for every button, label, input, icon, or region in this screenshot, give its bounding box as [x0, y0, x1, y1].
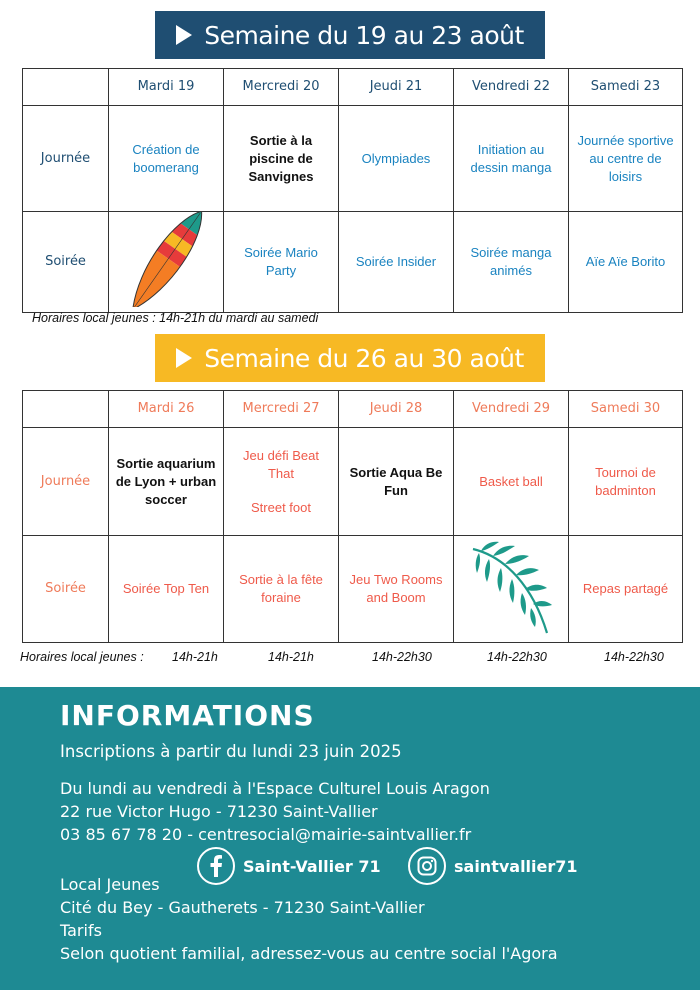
- activity-cell: [224, 428, 339, 536]
- day-header: Mercredi 27: [224, 391, 339, 428]
- activity-cell: Sortie à la piscine de Sanvignes: [224, 106, 339, 212]
- day-header: Samedi 30: [569, 391, 683, 428]
- palm-leaf-cell: [454, 536, 569, 643]
- activity-cell: Tournoi de badminton: [569, 428, 683, 536]
- hours-value: 14h-22h30: [372, 650, 432, 664]
- instagram-link[interactable]: [408, 847, 578, 885]
- activity-text: Street foot: [251, 499, 311, 515]
- venue-text: Du lundi au vendredi à l'Espace Culturel Louis Aragon: [60, 779, 490, 798]
- activity-text: Jeu défi Beat That: [243, 447, 319, 481]
- surfboard-cell: [109, 212, 224, 313]
- info-title: INFORMATIONS: [60, 699, 315, 732]
- day-header: Mardi 19: [109, 69, 224, 106]
- contact-text: 03 85 67 78 20 - centresocial@mairie-saintvallier.fr: [60, 825, 472, 844]
- week2-banner: [155, 334, 545, 382]
- week2-schedule-table: [22, 390, 683, 643]
- play-arrow-icon: [176, 348, 192, 368]
- local-jeunes-title: Local Jeunes: [60, 875, 160, 894]
- activity-cell: Sortie à la fête foraine: [224, 536, 339, 643]
- local-jeunes-address: Cité du Bey - Gautherets - 71230 Saint-Vallier: [60, 898, 425, 917]
- week1-hours-note: Horaires local jeunes : 14h-21h du mardi au samedi: [32, 311, 319, 325]
- hours-value: 14h-21h: [268, 650, 314, 664]
- palm-leaf-icon: [461, 537, 561, 637]
- facebook-link[interactable]: [197, 847, 381, 885]
- row-label-journee: Journée: [23, 428, 109, 536]
- activity-cell: Aïe Aïe Borito: [569, 212, 683, 313]
- hours-value: 14h-21h: [172, 650, 218, 664]
- week1-banner-text: Semaine du 19 au 23 août: [204, 20, 524, 50]
- day-header: Samedi 23: [569, 69, 683, 106]
- facebook-icon: [197, 847, 235, 885]
- week1-schedule-table: [22, 68, 683, 313]
- activity-cell: Sortie Aqua Be Fun: [339, 428, 454, 536]
- week1-banner: [155, 11, 545, 59]
- instagram-icon: [408, 847, 446, 885]
- activity-cell: Initiation au dessin manga: [454, 106, 569, 212]
- hours-value: 14h-22h30: [487, 650, 547, 664]
- corner-cell: [23, 69, 109, 106]
- instagram-handle: saintvallier71: [454, 856, 578, 876]
- hours-value: 14h-22h30: [604, 650, 664, 664]
- activity-cell: Soirée Mario Party: [224, 212, 339, 313]
- tarifs-text: Selon quotient familial, adressez-vous au centre social l'Agora: [60, 944, 558, 963]
- day-header: Jeudi 21: [339, 69, 454, 106]
- day-header: Jeudi 28: [339, 391, 454, 428]
- activity-cell: Basket ball: [454, 428, 569, 536]
- address-text: 22 rue Victor Hugo - 71230 Saint-Vallier: [60, 802, 378, 821]
- day-header: Vendredi 29: [454, 391, 569, 428]
- activity-cell: Soirée manga animés: [454, 212, 569, 313]
- corner-cell: [23, 391, 109, 428]
- day-header: Mardi 26: [109, 391, 224, 428]
- inscriptions-text: Inscriptions à partir du lundi 23 juin 2025: [60, 742, 402, 761]
- activity-cell: Soirée Top Ten: [109, 536, 224, 643]
- surfboard-icon: [116, 212, 216, 307]
- row-label-soiree: Soirée: [23, 212, 109, 313]
- activity-cell: Olympiades: [339, 106, 454, 212]
- activity-cell: Repas partagé: [569, 536, 683, 643]
- play-arrow-icon: [176, 25, 192, 45]
- activity-cell: Journée sportive au centre de loisirs: [569, 106, 683, 212]
- day-header: Mercredi 20: [224, 69, 339, 106]
- row-label-soiree: Soirée: [23, 536, 109, 643]
- activity-cell: Création de boomerang: [109, 106, 224, 212]
- activity-cell: Sortie aquarium de Lyon + urban soccer: [109, 428, 224, 536]
- activity-cell: Soirée Insider: [339, 212, 454, 313]
- row-label-journee: Journée: [23, 106, 109, 212]
- information-panel: [0, 687, 700, 990]
- tarifs-title: Tarifs: [60, 921, 102, 940]
- hours-label: Horaires local jeunes :: [20, 650, 144, 664]
- activity-cell: Jeu Two Rooms and Boom: [339, 536, 454, 643]
- day-header: Vendredi 22: [454, 69, 569, 106]
- week2-banner-text: Semaine du 26 au 30 août: [204, 343, 524, 373]
- facebook-handle: Saint-Vallier 71: [243, 856, 381, 876]
